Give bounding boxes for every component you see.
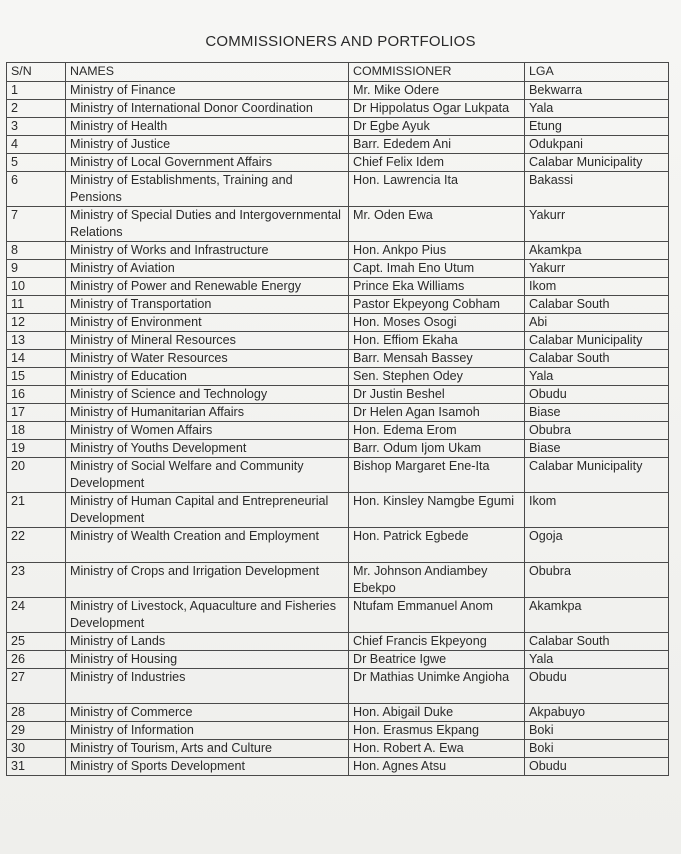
cell-lga: Bakassi bbox=[525, 172, 669, 207]
cell-sn: 9 bbox=[7, 260, 66, 278]
cell-commissioner: Hon. Edema Erom bbox=[349, 422, 525, 440]
cell-ministry-name: Ministry of Youths Development bbox=[66, 440, 349, 458]
table-row bbox=[7, 118, 669, 136]
cell-commissioner: Pastor Ekpeyong Cobham bbox=[349, 296, 525, 314]
cell-ministry-name: Ministry of Social Welfare and Community Development bbox=[66, 458, 349, 493]
page-title: COMMISSIONERS AND PORTFOLIOS bbox=[205, 33, 476, 50]
cell-ministry-name: Ministry of Crops and Irrigation Development bbox=[66, 563, 349, 598]
cell-lga: Yala bbox=[525, 100, 669, 118]
cell-ministry-name: Ministry of Sports Development bbox=[66, 758, 349, 776]
cell-ministry-name: Ministry of Mineral Resources bbox=[66, 332, 349, 350]
table-row bbox=[7, 260, 669, 278]
table-row bbox=[7, 651, 669, 669]
cell-sn: 4 bbox=[7, 136, 66, 154]
table-row bbox=[7, 493, 669, 528]
cell-commissioner: Hon. Abigail Duke bbox=[349, 704, 525, 722]
cell-ministry-name: Ministry of Environment bbox=[66, 314, 349, 332]
cell-ministry-name: Ministry of Education bbox=[66, 368, 349, 386]
cell-lga: Etung bbox=[525, 118, 669, 136]
cell-lga: Yakurr bbox=[525, 207, 669, 242]
cell-commissioner: Chief Francis Ekpeyong bbox=[349, 633, 525, 651]
column-header-commissioner: COMMISSIONER bbox=[349, 63, 525, 82]
cell-commissioner: Hon. Patrick Egbede bbox=[349, 528, 525, 563]
cell-commissioner: Barr. Odum Ijom Ukam bbox=[349, 440, 525, 458]
table-row bbox=[7, 722, 669, 740]
cell-ministry-name: Ministry of Wealth Creation and Employment bbox=[66, 528, 349, 563]
cell-commissioner: Prince Eka Williams bbox=[349, 278, 525, 296]
cell-lga: Ogoja bbox=[525, 528, 669, 563]
cell-lga: Calabar Municipality bbox=[525, 458, 669, 493]
cell-commissioner: Mr. Oden Ewa bbox=[349, 207, 525, 242]
cell-sn: 30 bbox=[7, 740, 66, 758]
cell-sn: 8 bbox=[7, 242, 66, 260]
cell-lga: Ikom bbox=[525, 278, 669, 296]
cell-commissioner: Hon. Effiom Ekaha bbox=[349, 332, 525, 350]
cell-sn: 22 bbox=[7, 528, 66, 563]
cell-lga: Biase bbox=[525, 440, 669, 458]
table-row bbox=[7, 633, 669, 651]
cell-ministry-name: Ministry of Tourism, Arts and Culture bbox=[66, 740, 349, 758]
cell-sn: 5 bbox=[7, 154, 66, 172]
cell-ministry-name: Ministry of Power and Renewable Energy bbox=[66, 278, 349, 296]
table-row bbox=[7, 172, 669, 207]
cell-sn: 3 bbox=[7, 118, 66, 136]
table-row bbox=[7, 422, 669, 440]
cell-lga: Calabar South bbox=[525, 296, 669, 314]
cell-sn: 17 bbox=[7, 404, 66, 422]
cell-commissioner: Hon. Moses Osogi bbox=[349, 314, 525, 332]
cell-sn: 15 bbox=[7, 368, 66, 386]
cell-lga: Obubra bbox=[525, 563, 669, 598]
cell-commissioner: Hon. Lawrencia Ita bbox=[349, 172, 525, 207]
cell-sn: 10 bbox=[7, 278, 66, 296]
table-row bbox=[7, 136, 669, 154]
table-row bbox=[7, 758, 669, 776]
table-row bbox=[7, 528, 669, 563]
cell-sn: 24 bbox=[7, 598, 66, 633]
cell-ministry-name: Ministry of Transportation bbox=[66, 296, 349, 314]
table-row bbox=[7, 386, 669, 404]
table-row bbox=[7, 368, 669, 386]
cell-lga: Akamkpa bbox=[525, 598, 669, 633]
cell-sn: 29 bbox=[7, 722, 66, 740]
table-row bbox=[7, 704, 669, 722]
cell-ministry-name: Ministry of Commerce bbox=[66, 704, 349, 722]
cell-sn: 25 bbox=[7, 633, 66, 651]
cell-commissioner: Chief Felix Idem bbox=[349, 154, 525, 172]
cell-sn: 23 bbox=[7, 563, 66, 598]
cell-lga: Akamkpa bbox=[525, 242, 669, 260]
cell-ministry-name: Ministry of Women Affairs bbox=[66, 422, 349, 440]
commissioners-table bbox=[6, 62, 669, 776]
table-row bbox=[7, 82, 669, 100]
cell-commissioner: Dr Justin Beshel bbox=[349, 386, 525, 404]
column-header-sn: S/N bbox=[7, 63, 66, 82]
cell-ministry-name: Ministry of Housing bbox=[66, 651, 349, 669]
cell-lga: Calabar South bbox=[525, 350, 669, 368]
table-row bbox=[7, 404, 669, 422]
cell-commissioner: Dr Hippolatus Ogar Lukpata bbox=[349, 100, 525, 118]
table-row bbox=[7, 207, 669, 242]
cell-sn: 2 bbox=[7, 100, 66, 118]
cell-sn: 26 bbox=[7, 651, 66, 669]
cell-ministry-name: Ministry of Science and Technology bbox=[66, 386, 349, 404]
cell-commissioner: Barr. Ededem Ani bbox=[349, 136, 525, 154]
cell-ministry-name: Ministry of Industries bbox=[66, 669, 349, 704]
table-row bbox=[7, 296, 669, 314]
cell-commissioner: Mr. Johnson Andiambey Ebekpo bbox=[349, 563, 525, 598]
cell-sn: 20 bbox=[7, 458, 66, 493]
cell-sn: 14 bbox=[7, 350, 66, 368]
table-row bbox=[7, 350, 669, 368]
table-row bbox=[7, 154, 669, 172]
cell-lga: Akpabuyo bbox=[525, 704, 669, 722]
cell-sn: 13 bbox=[7, 332, 66, 350]
cell-sn: 28 bbox=[7, 704, 66, 722]
cell-ministry-name: Ministry of Water Resources bbox=[66, 350, 349, 368]
cell-lga: Yala bbox=[525, 651, 669, 669]
cell-sn: 7 bbox=[7, 207, 66, 242]
cell-commissioner: Dr Beatrice Igwe bbox=[349, 651, 525, 669]
cell-commissioner: Mr. Mike Odere bbox=[349, 82, 525, 100]
table-row bbox=[7, 563, 669, 598]
table-body bbox=[7, 82, 669, 776]
cell-ministry-name: Ministry of Finance bbox=[66, 82, 349, 100]
table-row bbox=[7, 332, 669, 350]
cell-sn: 12 bbox=[7, 314, 66, 332]
cell-lga: Odukpani bbox=[525, 136, 669, 154]
cell-commissioner: Dr Helen Agan Isamoh bbox=[349, 404, 525, 422]
cell-commissioner: Hon. Ankpo Pius bbox=[349, 242, 525, 260]
cell-commissioner: Barr. Mensah Bassey bbox=[349, 350, 525, 368]
cell-ministry-name: Ministry of International Donor Coordination bbox=[66, 100, 349, 118]
cell-ministry-name: Ministry of Human Capital and Entrepreneurial Development bbox=[66, 493, 349, 528]
cell-commissioner: Hon. Erasmus Ekpang bbox=[349, 722, 525, 740]
cell-sn: 19 bbox=[7, 440, 66, 458]
cell-sn: 11 bbox=[7, 296, 66, 314]
cell-ministry-name: Ministry of Justice bbox=[66, 136, 349, 154]
cell-ministry-name: Ministry of Livestock, Aquaculture and Fisheries Development bbox=[66, 598, 349, 633]
cell-ministry-name: Ministry of Health bbox=[66, 118, 349, 136]
cell-ministry-name: Ministry of Special Duties and Intergovernmental Relations bbox=[66, 207, 349, 242]
cell-ministry-name: Ministry of Works and Infrastructure bbox=[66, 242, 349, 260]
cell-lga: Biase bbox=[525, 404, 669, 422]
cell-sn: 6 bbox=[7, 172, 66, 207]
cell-lga: Calabar Municipality bbox=[525, 154, 669, 172]
cell-ministry-name: Ministry of Aviation bbox=[66, 260, 349, 278]
cell-commissioner: Dr Mathias Unimke Angioha bbox=[349, 669, 525, 704]
cell-commissioner: Dr Egbe Ayuk bbox=[349, 118, 525, 136]
cell-commissioner: Sen. Stephen Odey bbox=[349, 368, 525, 386]
cell-lga: Obubra bbox=[525, 422, 669, 440]
cell-lga: Calabar South bbox=[525, 633, 669, 651]
cell-sn: 31 bbox=[7, 758, 66, 776]
cell-sn: 27 bbox=[7, 669, 66, 704]
cell-commissioner: Hon. Robert A. Ewa bbox=[349, 740, 525, 758]
cell-ministry-name: Ministry of Local Government Affairs bbox=[66, 154, 349, 172]
cell-lga: Calabar Municipality bbox=[525, 332, 669, 350]
cell-commissioner: Bishop Margaret Ene-Ita bbox=[349, 458, 525, 493]
column-header-lga: LGA bbox=[525, 63, 669, 82]
cell-sn: 21 bbox=[7, 493, 66, 528]
cell-lga: Boki bbox=[525, 740, 669, 758]
cell-lga: Obudu bbox=[525, 386, 669, 404]
cell-lga: Obudu bbox=[525, 758, 669, 776]
cell-ministry-name: Ministry of Establishments, Training and Pensions bbox=[66, 172, 349, 207]
table-header-row bbox=[7, 63, 669, 82]
cell-commissioner: Hon. Agnes Atsu bbox=[349, 758, 525, 776]
cell-commissioner: Ntufam Emmanuel Anom bbox=[349, 598, 525, 633]
table-row bbox=[7, 598, 669, 633]
cell-lga: Bekwarra bbox=[525, 82, 669, 100]
table-row bbox=[7, 458, 669, 493]
cell-lga: Yala bbox=[525, 368, 669, 386]
column-header-names: NAMES bbox=[66, 63, 349, 82]
table-row bbox=[7, 740, 669, 758]
table-row bbox=[7, 440, 669, 458]
cell-ministry-name: Ministry of Humanitarian Affairs bbox=[66, 404, 349, 422]
cell-ministry-name: Ministry of Information bbox=[66, 722, 349, 740]
cell-lga: Ikom bbox=[525, 493, 669, 528]
table-row bbox=[7, 100, 669, 118]
cell-lga: Boki bbox=[525, 722, 669, 740]
cell-sn: 16 bbox=[7, 386, 66, 404]
cell-ministry-name: Ministry of Lands bbox=[66, 633, 349, 651]
cell-lga: Obudu bbox=[525, 669, 669, 704]
table-row bbox=[7, 278, 669, 296]
table-row bbox=[7, 242, 669, 260]
cell-sn: 1 bbox=[7, 82, 66, 100]
cell-sn: 18 bbox=[7, 422, 66, 440]
cell-lga: Yakurr bbox=[525, 260, 669, 278]
cell-lga: Abi bbox=[525, 314, 669, 332]
table-row bbox=[7, 669, 669, 704]
cell-commissioner: Hon. Kinsley Namgbe Egumi bbox=[349, 493, 525, 528]
cell-commissioner: Capt. Imah Eno Utum bbox=[349, 260, 525, 278]
table-row bbox=[7, 314, 669, 332]
